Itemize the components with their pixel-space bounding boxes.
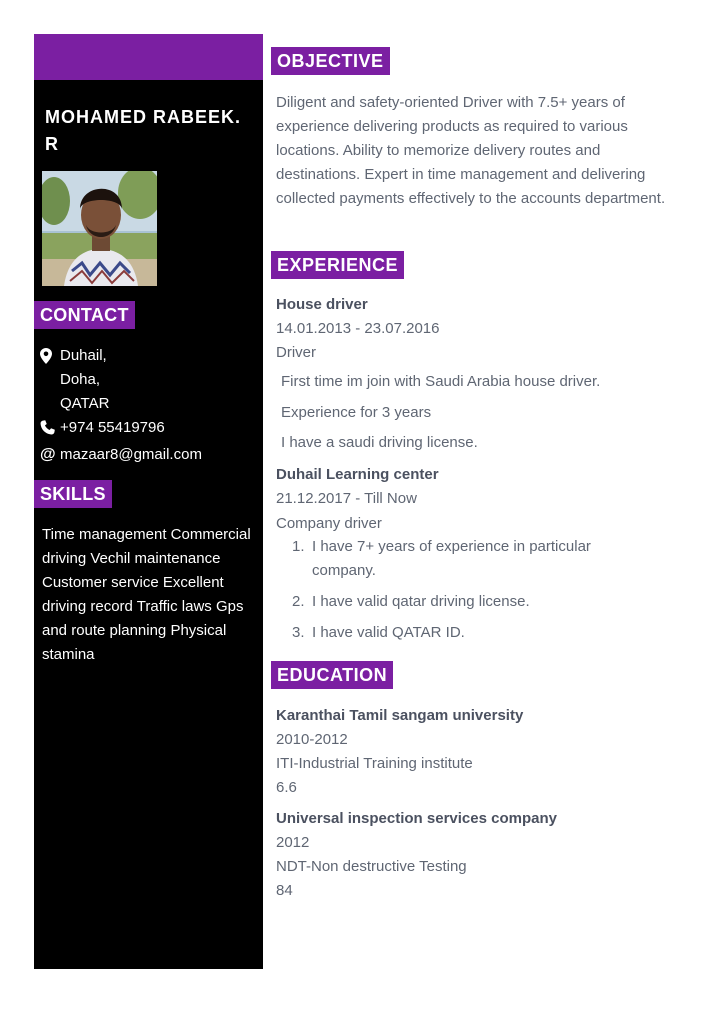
list-item [292,621,652,645]
list-item-text: I have valid QATAR ID. [312,624,465,641]
map-marker-icon [40,344,60,372]
education-school: Universal inspection services company [276,810,557,827]
education-course: NDT-Non destructive Testing [276,858,467,875]
list-item [292,590,652,614]
education-school: Karanthai Tamil sangam university [276,707,524,724]
address-line-region: Doha, [60,371,101,388]
education-heading: EDUCATION [271,661,393,689]
job-role: Driver [276,344,316,361]
objective-text: Diligent and safety-oriented Driver with 7.5+ years of experience delivering products as required to various locations. Ability to memorize delivery routes and destinations. Expert in time management and delivering collected payments effectively to the accounts department. [276,94,666,207]
address-line-city: Duhail, [60,347,107,364]
job-note: I have a saudi driving license. [281,434,478,451]
list-item [292,535,652,583]
contact-list [40,344,260,467]
education-years: 2012 [276,834,310,851]
contact-email [40,443,260,467]
job-note: Experience for 3 years [281,404,432,421]
job-title: House driver [276,296,368,313]
education-score: 6.6 [276,779,297,796]
education-years: 2010-2012 [276,731,348,748]
list-item-number: 1. [292,538,305,555]
sidebar-accent-band [34,34,263,80]
skills-text: Time management Commercial driving Vechil maintenance Customer service Excellent driving record Traffic laws Gps and route planning Physical stamina [42,526,251,663]
email-address[interactable]: mazaar8@gmail.com [60,446,202,463]
list-item-number: 3. [292,624,305,641]
phone-icon [40,416,60,443]
contact-address [40,344,260,416]
contact-phone [40,416,260,443]
sidebar [34,34,263,969]
at-icon: @ [40,446,56,463]
list-item-text: I have 7+ years of experience in particular company. [312,538,591,579]
address-line-country: QATAR [60,395,110,412]
objective-heading: OBJECTIVE [271,47,390,75]
experience-heading: EXPERIENCE [271,251,404,279]
skills-heading: SKILLS [34,480,112,508]
candidate-name: MOHAMED RABEEK. R [45,107,242,154]
job-title: Duhail Learning center [276,466,439,483]
profile-photo [42,171,157,286]
main-content [270,0,700,1024]
education-score: 84 [276,882,293,899]
profile-photo-image [42,171,157,286]
job-note: First time im join with Saudi Arabia house driver. [281,373,601,390]
list-item-number: 2. [292,593,305,610]
job-dates: 14.01.2013 - 23.07.2016 [276,320,440,337]
job-dates: 21.12.2017 - Till Now [276,490,417,507]
job-role: Company driver [276,515,382,532]
education-course: ITI-Industrial Training institute [276,755,473,772]
contact-heading: CONTACT [34,301,135,329]
phone-number[interactable]: +974 55419796 [60,419,165,436]
list-item-text: I have valid qatar driving license. [312,593,530,610]
